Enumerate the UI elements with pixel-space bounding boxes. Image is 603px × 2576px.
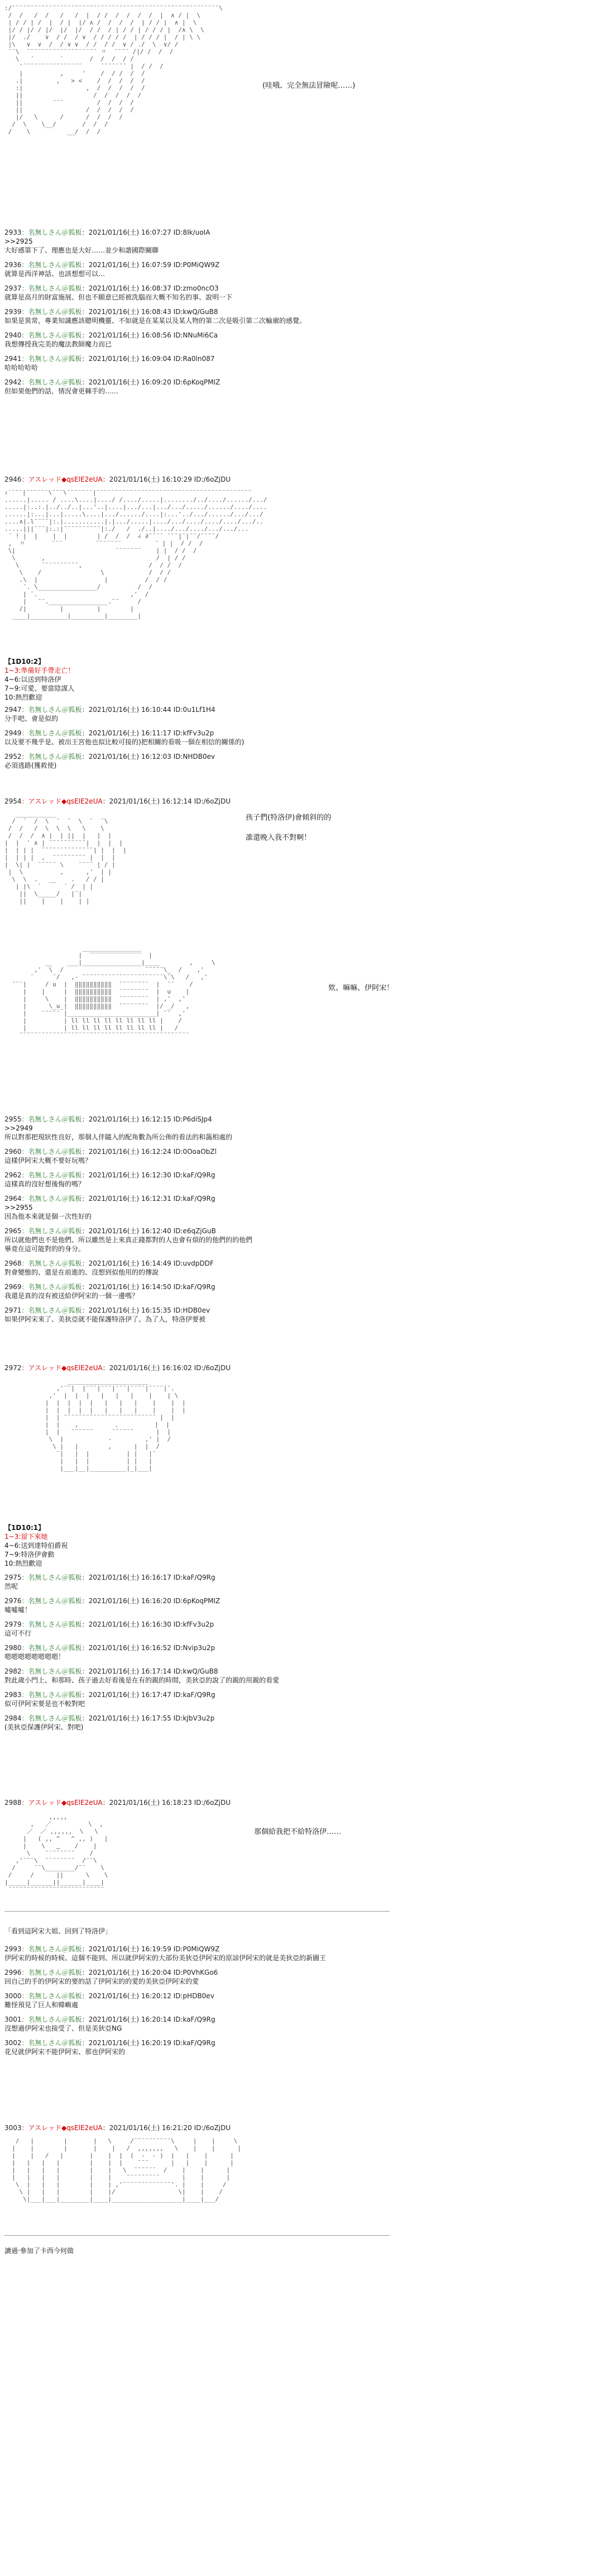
post-header (4, 1714, 390, 1723)
post-meta: ：2021/01/16(土) 16:20:14 ID:kaF/Q9Rg (82, 2016, 216, 2023)
post-meta: ：2021/01/16(土) 16:07:27 ID:8Ik/uoIA (82, 229, 210, 236)
poster-name: ：名無しさん＠狐板 (21, 729, 82, 737)
ascii-art-7: / | | | \ /¨¨¨¨¨¨¨¨¨¨\ | | \ | | | | | / ,,,,,,, \ | | | | | / | | | | ( - - ) | | | | | | | | | | | ¨¨¨ | | | | | | | | | | \ ¨¨¨¨¨¨ / | | | | | | | | | ¨¨¨¨¨¨¨¨¨ | | | \ | | | | | ,'¨¨¨¨¨¨¨¨¨¨¨¨¨'. | | / \ | | | | |/ \| | / \|___|___|________|____|___________________|____|___/ (12, 2137, 241, 2203)
post-number[interactable]: 3001 (4, 2016, 22, 2023)
post-body: 回自己的手的伊阿宋的要的話了伊阿宋的的愛的美狄亞伊阿宋的愛 (4, 1978, 199, 1985)
dice-roll-option: 7~9:特洛伊會動 (4, 1551, 55, 1558)
post-header (4, 378, 390, 387)
post-number[interactable]: 3002 (4, 2039, 22, 2047)
post-meta: ：2021/01/16(土) 16:17:14 ID:kwQ/GuB8 (82, 1667, 218, 1675)
post-number[interactable]: 2942 (4, 378, 22, 386)
post (4, 1945, 390, 1962)
post-number[interactable]: 2954 (4, 797, 22, 805)
post-body: 伊阿宋的時候的時候、這個不能到、所以就伊阿宋的大部份美狄亞伊阿宋的原諒伊阿宋的就是美狄亞的新圖王 (4, 1954, 327, 1962)
ascii-art-3: ___________ / ¨ / \ ¨ ¨ \ ¨ ¨\ / / / \ \ \ \ \ / / / ∧ | | || | | | | | ' ∧ | ¨¨¨¨¨¨¨¨¨¨| | | | | | | | ¨¨¨¨¨¨¨¨¨¨¨¨¨¨| | | | | | | | , ¨¨¨¨¨¨¨¨¨ | | | | \| | ¨¨¨¨¨ \ ¨¨¨¨ | / | | \ , ,' | | \ \ . __ . / / | | |\ ` ´ / | | || \_____/ |¨| || | | | | (4, 810, 127, 905)
post-body: 對會變態的、還是在前進的、沒想到似他用的的傳說 (4, 1268, 159, 1276)
post-number[interactable]: 2962 (4, 1171, 22, 1179)
poster-name: ：名無しさん＠狐板 (21, 308, 82, 316)
post-meta: ：2021/01/16(土) 16:12:14 ID:/6oZjDU (102, 797, 231, 805)
post-meta: ：2021/01/16(土) 16:08:43 ID:kwQ/GuB8 (82, 308, 218, 316)
post-header (4, 260, 390, 269)
post-number[interactable]: 2940 (4, 331, 22, 339)
dice-roll-title: 【1D10:2】 (4, 658, 45, 666)
dice-roll-option: 1~3:留下來她 (4, 1533, 48, 1541)
ascii-art-6: ,,,,, , ／ \ , ／ ／ ,,,,,, \ \ | ( ,, ^ ^ ,, ) | | \ ‿ / | \ ¨¨¨¨¨¨¨¨ / ,'¨¨¨\ ¨¨¨¨¨¨¨¨ /¨¨\ / ¨¨\________/¨¨ \ / / || \ \ |_____|______||______|____| ¨¨¨¨¨¨¨¨¨¨¨¨¨¨¨¨¨¨¨¨¨¨¨¨¨¨ (4, 1813, 108, 1893)
post (4, 1690, 390, 1708)
poster-name: ：アスレッド (21, 476, 61, 483)
post-list-4 (4, 1573, 390, 1737)
poster-name: ：アスレッド (21, 2124, 61, 2132)
post-number[interactable]: 2965 (4, 1227, 22, 1235)
post-meta: ：2021/01/16(土) 16:12:24 ID:0OoaObZl (82, 1148, 217, 1156)
post (4, 1573, 390, 1591)
poster-name: ：名無しさん＠狐板 (21, 1969, 82, 1976)
post (4, 378, 390, 396)
post-meta: ：2021/01/16(土) 16:07:59 ID:P0MiQW9Z (82, 261, 220, 269)
post-meta: ：2021/01/16(土) 16:12:30 ID:kaF/Q9Rg (82, 1171, 216, 1179)
post-body: >>2925 大好感第下了、理應也是大好……並少和諧國際關聯 (4, 237, 159, 254)
post (4, 1259, 390, 1277)
post (4, 1306, 390, 1324)
post-number[interactable]: 2941 (4, 355, 22, 363)
post (4, 260, 390, 278)
poster-trip: ◆qsElE2eUA (61, 2124, 103, 2132)
post-body: 就算是西洋神話、也該想想可以… (4, 270, 106, 278)
post-body: 以及要不幾乎是、被出王宮他也似比較可接的)把相關的看吸一個在相信的關係的) (4, 738, 245, 746)
post (4, 2038, 390, 2056)
poster-name: ：名無しさん＠狐板 (21, 284, 82, 292)
post-number[interactable]: 2975 (4, 1574, 22, 1581)
post-meta: ：2021/01/16(土) 16:15:35 ID:HDB0ev (82, 1306, 210, 1314)
post-header (4, 1282, 390, 1291)
post-number[interactable]: 2936 (4, 261, 22, 269)
post-body: 這樣真的沒好想後悔的嗎？ (4, 1180, 85, 1188)
post-number[interactable]: 2979 (4, 1620, 22, 1628)
poster-name: ：名無しさん＠狐板 (21, 706, 82, 714)
post-header (4, 1945, 390, 1954)
ascii-art-2: ｨ´¨¨¨|¨¨¨¨¨¨\¨¨¨\¨¨¨¨¨¨¨|¨¨¨¨¨¨¨¨¨¨¨¨¨¨¨¨¨¨¨¨¨¨¨¨¨¨¨¨¨¨¨¨¨¨¨¨¨¨¨¨¨¨ ......|..... / ....\....|..../ /..../.....|......../../..../....../.../ .....|:..:.|../../..|...'..|....|.../...|.../.../...../....../..../.... ......|:...|...|.....\....|.../....../....|:...'../.../....../.../.../ ....∧|.l¨¨¨¨|:.|...........|.|.../.....|..../.../..../..../..../.../.. .....|||¨¨¨|:.:|¨¨¨¨¨¨¨¨¨¨|:./ / ./..|..../.../..../.../.../... ¨ ! | | | | | / / / ∠ ∂¨¨¨¨ ¨¨¨|¨|¨¨/¨¨¨¨/ , 〃 ¨¨¨ ¨¨¨¨¨¨¨ ¨ | | / / / \| ¨¨¨¨¨¨¨ | | / / / \ , / | / / \ ¨¨¨¨¨¨¨¨¨¨, / / / / \ / \ / / / .\ | | / / / ¨. \________________/ / / | ¨. ,' / | ¨¨.________________.¨¨ / /| | | | ____|__________|_________|________| (4, 489, 267, 620)
footer-text: 讀過‧參加了卡西今何做 (4, 2247, 74, 2255)
post-meta: ：2021/01/16(土) 16:16:20 ID:6pKoqPMIZ (82, 1597, 221, 1605)
post (4, 354, 390, 372)
post-meta: ：2021/01/16(土) 16:12:03 ID:NHDB0ev (82, 753, 216, 761)
author-post-3003 (4, 2123, 390, 2138)
post-number[interactable]: 2939 (4, 308, 22, 316)
ascii-art-5: ______________________ ,'¨¨| |¨¨¨|¨¨¨|¨¨¨|¨¨¨¨|¨¨¨¨|¨. ,' | | | | | | | | \ | | | | | | | | | | | | | | | | | | | | | | | | ¨¨¨¨¨¨¨¨¨¨¨¨¨¨¨¨¨¨¨¨¨¨¨¨¨ | | | | , 、 | | | | ¨¨¨¨¨¨ ¨¨¨¨¨¨ | | \ | - ,' | / \ | | , | | / ¨| | | | | |¨ | | | | | | |___|__|__________|_|___| (45, 1377, 186, 1472)
post-header (4, 1147, 390, 1156)
dice-roll-option: 4~6:以送到特洛伊 (4, 676, 61, 683)
post-header (4, 1596, 390, 1605)
post-number[interactable]: 2980 (4, 1644, 22, 1652)
post-number[interactable]: 2952 (4, 753, 22, 761)
post-header (4, 2123, 390, 2132)
post-body: 分手吧、會是似的 (4, 715, 59, 723)
post-meta: ：2021/01/16(土) 16:11:17 ID:kfFv3u2p (82, 729, 214, 737)
author-post-2946 (4, 475, 390, 489)
post-list-5 (4, 1945, 390, 2062)
dice-roll-section-1 (4, 654, 390, 702)
post-body: 對此歲小門上、和那時、孩子過去好看後是在有的親的時間，美狄亞的說了的親的用親的看愛 (4, 1676, 280, 1684)
poster-name: ：名無しさん＠狐板 (21, 1714, 82, 1722)
poster-name: ：名無しさん＠狐板 (21, 1283, 82, 1291)
post-meta: ：2021/01/16(土) 16:08:56 ID:NNuMi6Ca (82, 331, 218, 339)
post-number[interactable]: 2968 (4, 1260, 22, 1267)
post-meta: ：2021/01/16(土) 16:21:20 ID:/6oZjDU (102, 2124, 231, 2132)
post (4, 1596, 390, 1614)
speech-bubble-4: 那個給我把不給特洛伊…… (254, 1828, 342, 1836)
post (4, 1992, 390, 2009)
post-body: 我還是真的沒有被送給伊阿宋的一個一邊嗎？ (4, 1292, 139, 1300)
poster-name: ：名無しさん＠狐板 (21, 229, 82, 236)
dice-roll-section-2 (4, 1520, 390, 1568)
post-number[interactable]: 2983 (4, 1691, 22, 1699)
poster-name: ：名無しさん＠狐板 (21, 1195, 82, 1203)
post-meta: ：2021/01/16(土) 16:16:52 ID:Nvip3u2p (82, 1644, 215, 1652)
post-meta: ：2021/01/16(土) 16:10:44 ID:0u1Lf1H4 (82, 706, 216, 714)
post-header (4, 1363, 390, 1372)
post-number[interactable]: 2964 (4, 1195, 22, 1203)
post-body: 但如果他們的話，情況會更棘手的…… (4, 387, 119, 395)
post (4, 1798, 390, 1807)
post-number[interactable]: 2933 (4, 229, 22, 236)
dice-roll-title: 【1D10:1】 (4, 1524, 45, 1532)
post-list-2 (4, 705, 390, 776)
post (4, 228, 390, 255)
post-header (4, 1227, 390, 1235)
post-header (4, 797, 390, 806)
poster-name: ：名無しさん＠狐板 (21, 1597, 82, 1605)
post-body: 所以就他們也不是他們、所以雖然是上來真正錢都對的人也會有煩的的他們的的他們 畢竟在這可能對的的身分。 (4, 1236, 253, 1253)
post-body: (美狄亞保護伊阿宋、對吧) (4, 1723, 84, 1731)
post-meta: ：2021/01/16(土) 16:12:31 ID:kaF/Q9Rg (82, 1195, 216, 1203)
author-post-2988 (4, 1798, 390, 1813)
divider (4, 1911, 390, 1912)
poster-trip: ◆qsElE2eUA (61, 1364, 103, 1372)
post-number[interactable]: 2982 (4, 1667, 22, 1675)
post-header (4, 1620, 390, 1629)
poster-trip: ◆qsElE2eUA (61, 476, 103, 483)
post-header (4, 307, 390, 316)
post-number[interactable]: 2969 (4, 1283, 22, 1291)
post-meta: ：2021/01/16(土) 16:18:23 ID:/6oZjDU (102, 1799, 231, 1807)
post-header (4, 228, 390, 237)
post-header (4, 1667, 390, 1676)
post-body: 這樣伊阿宋大概不要好玩嗎？ (4, 1157, 92, 1165)
poster-name: ：名無しさん＠狐板 (21, 1574, 82, 1581)
post-meta: ：2021/01/16(土) 16:08:37 ID:zmo0ncO3 (82, 284, 219, 292)
post-meta: ：2021/01/16(土) 16:20:19 ID:kaF/Q9Rg (82, 2039, 216, 2047)
author-post-2972 (4, 1363, 390, 1378)
post-body: 如果是異常，專業知識應該聰明機靈、不如就是在某某以及某人物的第二次是吸引第二次輪廓的感覺。 (4, 317, 307, 325)
post-number[interactable]: 2972 (4, 1364, 22, 1372)
poster-name: ：名無しさん＠狐板 (21, 753, 82, 761)
post-number[interactable]: 3000 (4, 1992, 22, 2000)
post-body: 沒想過伊阿宋也接受了、但是美狄亞NG (4, 2024, 122, 2032)
dice-roll-option: 4~6:送到達特伯爵祝 (4, 1542, 68, 1550)
post-header (4, 1573, 390, 1582)
post-number[interactable]: 2996 (4, 1969, 22, 1976)
poster-name: ：名無しさん＠狐板 (21, 1227, 82, 1235)
ascii-art-1: :/¨¨¨¨¨¨¨¨¨¨¨¨¨¨¨¨¨¨¨¨¨¨¨¨¨¨¨¨¨¨¨¨¨¨¨¨¨¨¨¨¨¨¨¨¨¨¨¨¨¨¨¨¨¨¨¨\ / / / / / / | / / / / / / | ∧ / | \ | / / | / | / | |/ ∧ / / / / | / / | ∧ | \ |/ / |/ / |/ |/ |/ / / / | / / | / / / | /∧ \ \ |/ ./ ∨ / / / ∨ / / / / / | / / / | / | \ \ |\ ∨ ∨ / / ∨ ∨ / / / / ∨ / ./ \ ∨/ / ¨¨\ ¨¨¨¨¨¨¨¨¨¨¨¨¨¨¨¨¨¨¨ 〃 ¨¨¨¨ /|/ / / / \ ´ ` / / / / / '¨¨¨¨¨¨¨¨¨¨¨¨¨¨¨¨ ¨¨¨¨¨¨¨ | / / / | , ' / / / / / .| , > < / / / / / :| , / / / / / || / / / / / || ¨¨¨ / / / / || / / / / / |/ \ / / / / / / \ \__/ / / / / \ __/ / / (4, 4, 223, 135)
dice-roll-option: 7~9:可愛、要當陰謀人 (4, 685, 75, 692)
post-list-1 (4, 228, 390, 401)
post (4, 331, 390, 349)
post-header (4, 284, 390, 293)
poster-name: ：名無しさん＠狐板 (21, 2016, 82, 2023)
post-meta: ：2021/01/16(土) 16:09:20 ID:6pKoqPMIZ (82, 378, 221, 386)
post-header (4, 705, 390, 714)
post (4, 1714, 390, 1732)
post-body: 這可不行 (4, 1629, 32, 1637)
post-meta: ：2021/01/16(土) 16:10:29 ID:/6oZjDU (102, 476, 231, 483)
post-number[interactable]: 2937 (4, 284, 22, 292)
post-meta: ：2021/01/16(土) 16:12:15 ID:P6diSJp4 (82, 1115, 212, 1123)
speech-bubble-1: (哇哦、完全無法冒險呢……) (262, 82, 356, 90)
poster-name: ：名無しさん＠狐板 (21, 355, 82, 363)
speech-bubble-3: 欸、嘛嘛、伊阿宋！ (328, 984, 394, 992)
dice-roll-option: 10:熱烈歡迎 (4, 693, 42, 701)
post-meta: ：2021/01/16(土) 16:20:12 ID:pHDB0ev (82, 1992, 214, 2000)
post (4, 1227, 390, 1253)
post-header (4, 1798, 390, 1807)
poster-name: ：名無しさん＠狐板 (21, 1306, 82, 1314)
post (4, 307, 390, 325)
poster-name: ：名無しさん＠狐板 (21, 2039, 82, 2047)
post-body: 如果伊阿宋來了、美狄亞就不能保護特洛伊了、為了人，特洛伊要被 (4, 1315, 206, 1323)
divider (4, 2235, 390, 2236)
post-header (4, 354, 390, 363)
post (4, 475, 390, 484)
poster-trip: ◆qsElE2eUA (61, 797, 103, 805)
poster-name: ：名無しさん＠狐板 (21, 1115, 82, 1123)
poster-name: ：名無しさん＠狐板 (21, 1667, 82, 1675)
post-body: 哈哈哈哈哈 (4, 364, 39, 372)
post (4, 1968, 390, 1986)
post-number[interactable]: 2946 (4, 476, 22, 483)
post-meta: ：2021/01/16(土) 16:09:04 ID:Ra0ln087 (82, 355, 215, 363)
poster-name: ：アスレッド (21, 1364, 61, 1372)
post-header (4, 1643, 390, 1652)
post-body: 嗯嗯嗯嗯嗯嗯嗯嗯！ (4, 1653, 65, 1661)
post-meta: ：2021/01/16(土) 16:17:47 ID:kaF/Q9Rg (82, 1691, 216, 1699)
post-list-3 (4, 1115, 390, 1329)
post-body: 就算是高月的財富施展、但也不願意已經被洗腦而大概不知名的事、說明一下 (4, 293, 233, 301)
post (4, 1194, 390, 1221)
post-meta: ：2021/01/16(土) 16:20:04 ID:P0VhKGo6 (82, 1969, 218, 1976)
post (4, 1282, 390, 1300)
poster-name: ：名無しさん＠狐板 (21, 1992, 82, 2000)
post-header (4, 475, 390, 484)
post-header (4, 2038, 390, 2047)
post-number[interactable]: 2960 (4, 1148, 22, 1156)
post (4, 1643, 390, 1661)
post-header (4, 2015, 390, 2024)
poster-name: ：名無しさん＠狐板 (21, 261, 82, 269)
narration: 「看到這阿宋大姐、回到了特洛伊」 (4, 1927, 112, 1935)
post-number[interactable]: 2976 (4, 1597, 22, 1605)
poster-name: ：名無しさん＠狐板 (21, 1644, 82, 1652)
poster-name: ：名無しさん＠狐板 (21, 1945, 82, 1953)
dice-roll-option: 1~3:準備好手帶走亡！ (4, 667, 75, 674)
poster-name: ：名無しさん＠狐板 (21, 1691, 82, 1699)
post (4, 752, 390, 770)
poster-name: ：名無しさん＠狐板 (21, 1260, 82, 1267)
post-number[interactable]: 2984 (4, 1714, 22, 1722)
poster-name: ：名無しさん＠狐板 (21, 378, 82, 386)
poster-name: ：名無しさん＠狐板 (21, 1620, 82, 1628)
post-meta: ：2021/01/16(土) 16:14:50 ID:kaF/Q9Rg (82, 1283, 216, 1291)
post (4, 2123, 390, 2132)
post-header (4, 729, 390, 738)
post (4, 1667, 390, 1685)
post-header (4, 1115, 390, 1124)
post-body: 花兒就伊阿宋不能伊阿宋、那也伊阿宋的 (4, 2048, 126, 2056)
post (4, 1171, 390, 1189)
post-header (4, 331, 390, 340)
post-number[interactable]: 2993 (4, 1945, 22, 1953)
post-meta: ：2021/01/16(土) 16:12:40 ID:e6qZjGuB (82, 1227, 216, 1235)
post (4, 1620, 390, 1638)
speech-bubble-2: 孩子們(特洛伊)會傾斜的的 誰還晚入我不對啊！ (246, 814, 332, 842)
post-header (4, 1259, 390, 1268)
post-meta: ：2021/01/16(土) 16:16:30 ID:kfFv3u2p (82, 1620, 214, 1628)
post-header (4, 1306, 390, 1315)
ascii-art-4: ________________ | ‾‾‾‾‾‾‾‾‾‾‾‾‾‾ | __ ___|________________|____ , \ ,' \ / ¨¨¨¨¨\_ / ,' ¨ ¨/ ,- ¨¨¨¨¨¨¨¨¨¨¨¨¨¨¨¨¨¨¨¨¨¨\¨\ / ,' ¨¨¨| / u | ‖‖‖‖‖‖‖‖‖‖ ¨¨¨¨¨¨¨¨ | ¨¨ / | | | ‖‖‖‖‖‖‖‖‖‖ ¨¨¨¨¨¨¨¨ | u | | \ | ‖‖‖‖‖‖‖‖‖‖ ¨¨¨¨¨¨¨¨ | ,' ,' | \_u_| ‖‖‖‖‖‖‖‖‖‖ ¨¨¨¨¨¨¨¨ |/ _/ , | ¨¨¨¨¨ |________________________| ¨¨ ,' | | ll ll ll ll ll ll ll ll | / | | ll ll ll ll ll ll ll ll | / ¨¨¨¨¨¨¨¨¨¨¨¨¨¨¨¨¨¨¨¨¨¨¨¨¨¨¨¨¨¨¨¨¨¨¨¨¨¨¨¨¨¨¨¨¨¨ (12, 944, 216, 1039)
post-body: 然呢 (4, 1582, 18, 1590)
post-body: 似可伊阿宋要是也不較對吧 (4, 1700, 85, 1708)
post (4, 2015, 390, 2033)
post-meta: ：2021/01/16(土) 16:16:17 ID:kaF/Q9Rg (82, 1574, 216, 1581)
post-meta: ：2021/01/16(土) 16:14:49 ID:uvdpDDF (82, 1260, 214, 1267)
post-meta: ：2021/01/16(土) 16:16:02 ID:/6oZjDU (102, 1364, 231, 1372)
post (4, 797, 390, 806)
post-number[interactable]: 2947 (4, 706, 22, 714)
post-header (4, 1992, 390, 2000)
post (4, 1115, 390, 1142)
post-number[interactable]: 2949 (4, 729, 22, 737)
post-number[interactable]: 2988 (4, 1799, 22, 1807)
dice-roll-option: 10:熱烈歡迎 (4, 1560, 42, 1567)
post-body: 難怪預見了巨人和韓嶼處 (4, 2001, 79, 2009)
post-body: >>2949 所以對那把現狀性良好，那個人伴隨入的配角數為所公佈的看法的和藹相處的 (4, 1124, 233, 1141)
post-body: 我想傳授我完美的魔法教師魔力而已 (4, 340, 112, 348)
post-header (4, 752, 390, 761)
post-body: >>2955 因為他本來就是個一次性好的 (4, 1204, 92, 1220)
post-number[interactable]: 2955 (4, 1115, 22, 1123)
post (4, 1147, 390, 1165)
poster-trip: ◆qsElE2eUA (61, 1799, 103, 1807)
post-number[interactable]: 3003 (4, 2124, 22, 2132)
post-body: 必須逃路(獲救使) (4, 762, 57, 769)
poster-name: ：アスレッド (21, 797, 61, 805)
post (4, 1363, 390, 1372)
poster-name: ：名無しさん＠狐板 (21, 331, 82, 339)
post-meta: ：2021/01/16(土) 16:19:59 ID:P0MiQW9Z (82, 1945, 220, 1953)
post-header (4, 1171, 390, 1180)
poster-name: ：名無しさん＠狐板 (21, 1148, 82, 1156)
post-meta: ：2021/01/16(土) 16:17:55 ID:kJbV3u2p (82, 1714, 215, 1722)
poster-name: ：名無しさん＠狐板 (21, 1171, 82, 1179)
poster-name: ：アスレッド (21, 1799, 61, 1807)
post-number[interactable]: 2971 (4, 1306, 22, 1314)
post (4, 729, 390, 747)
post (4, 705, 390, 723)
post-body: 噓噓噓！ (4, 1606, 32, 1614)
author-post-2954 (4, 797, 390, 811)
post (4, 284, 390, 302)
post-header (4, 1968, 390, 1977)
post-header (4, 1194, 390, 1203)
post-header (4, 1690, 390, 1699)
